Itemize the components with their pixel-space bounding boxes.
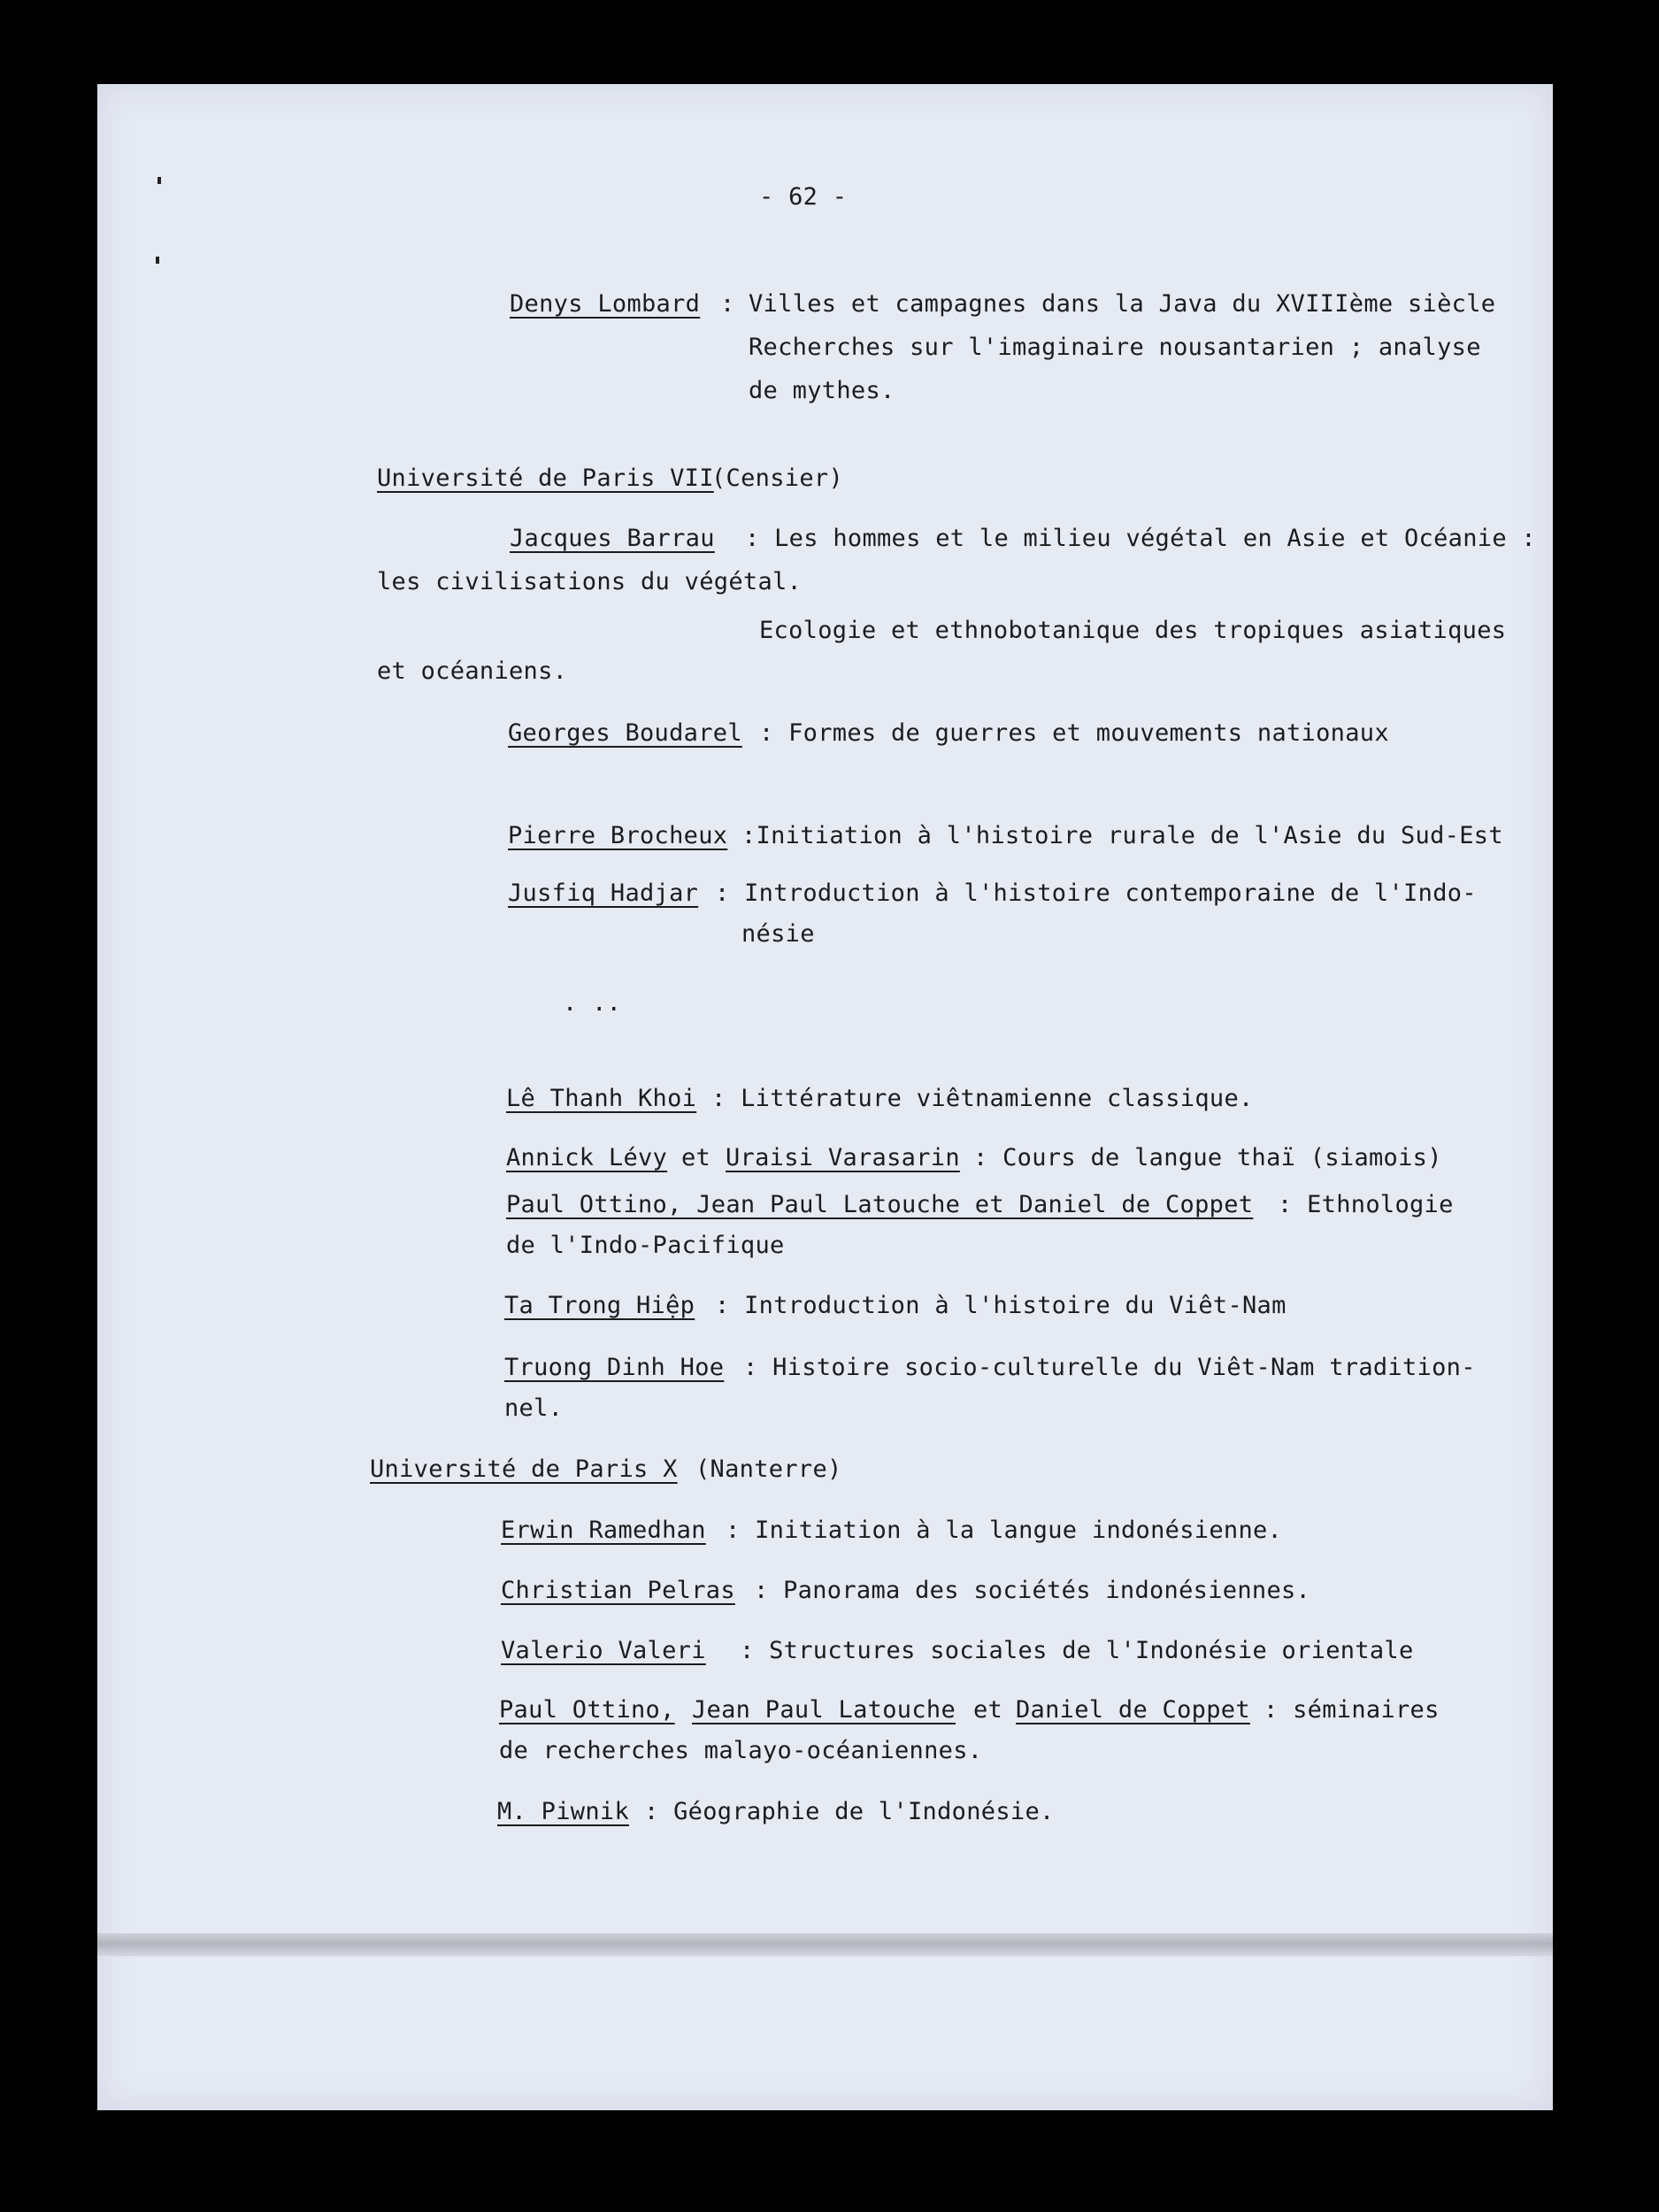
ellipsis: . .. — [563, 989, 622, 1017]
course-title: de l'Indo-Pacifique — [506, 1232, 785, 1259]
course-title: de mythes. — [749, 377, 895, 404]
punch-mark — [156, 257, 159, 264]
author-name: Valerio Valeri — [501, 1637, 706, 1664]
course-title: : séminaires — [1263, 1696, 1440, 1724]
author-name: Jacques Barrau — [510, 525, 715, 552]
author-name: M. Piwnik — [497, 1798, 629, 1825]
author-name: Ta Trong Hiệp — [504, 1292, 695, 1319]
course-title: les civilisations du végétal. — [377, 568, 803, 595]
course-title: : Cours de langue thaï (siamois) — [973, 1144, 1442, 1171]
author-names: Paul Ottino, Jean Paul Latouche et Daniel de Coppet — [506, 1191, 1254, 1218]
author-name: Denys Lombard — [510, 290, 701, 318]
author-name: Erwin Ramedhan — [501, 1517, 706, 1544]
course-title: et océaniens. — [377, 657, 568, 685]
author-name: Jean Paul Latouche — [692, 1696, 956, 1724]
course-title: : Formes de guerres et mouvements nationaux — [759, 719, 1389, 747]
course-title: : Histoire socio-culturelle du Viêt-Nam tradition- — [743, 1354, 1476, 1381]
conjunction: et — [681, 1144, 711, 1171]
course-title: : Introduction à l'histoire contemporaine de l'Indo- — [715, 879, 1477, 907]
paper-fold-shadow — [97, 1933, 1553, 1956]
section-heading-location: (Censier) — [711, 465, 843, 492]
author-name: Georges Boudarel — [508, 719, 742, 747]
course-title: Villes et campagnes dans la Java du XVIIIème siècle — [749, 290, 1496, 318]
course-title: : Introduction à l'histoire du Viêt-Nam — [715, 1292, 1286, 1319]
author-name: Pierre Brocheux — [508, 822, 728, 849]
author-name: Truong Dinh Hoe — [504, 1354, 725, 1381]
course-title: de recherches malayo-océaniennes. — [499, 1737, 983, 1764]
author-name: Lê Thanh Khoi — [506, 1085, 697, 1112]
section-heading-location: (Nanterre) — [695, 1455, 842, 1483]
course-title: :Initiation à l'histoire rurale de l'Asie du Sud-Est — [741, 822, 1503, 849]
author-name: Paul Ottino, — [499, 1696, 675, 1724]
punch-mark — [157, 177, 161, 184]
author-name: Uraisi Varasarin — [726, 1144, 960, 1171]
course-title: : Ethnologie — [1278, 1191, 1454, 1218]
conjunction: et — [973, 1696, 1003, 1724]
author-name: Annick Lévy — [506, 1144, 668, 1171]
separator: : — [720, 290, 735, 318]
course-title: : Panorama des sociétés indonésiennes. — [754, 1577, 1311, 1604]
course-title: : Structures sociales de l'Indonésie orientale — [740, 1637, 1414, 1664]
course-title: nésie — [741, 920, 815, 948]
section-heading: Université de Paris X — [370, 1455, 678, 1483]
course-title: : Littérature viêtnamienne classique. — [711, 1085, 1254, 1112]
course-title: Recherches sur l'imaginaire nousantarien ; analyse — [749, 334, 1481, 361]
course-title: : Initiation à la langue indonésienne. — [726, 1517, 1283, 1544]
section-heading: Université de Paris VII — [377, 465, 714, 492]
author-name: Jusfiq Hadjar — [508, 879, 699, 907]
course-title: Ecologie et ethnobotanique des tropiques asiatiques — [759, 617, 1507, 644]
course-title: : Géographie de l'Indonésie. — [644, 1798, 1055, 1825]
course-title: : Les hommes et le milieu végétal en Asie et Océanie : — [745, 525, 1536, 552]
page-number: - 62 - — [759, 183, 848, 211]
author-name: Daniel de Coppet — [1016, 1696, 1250, 1724]
author-name: Christian Pelras — [501, 1577, 735, 1604]
course-title: nel. — [504, 1394, 564, 1422]
